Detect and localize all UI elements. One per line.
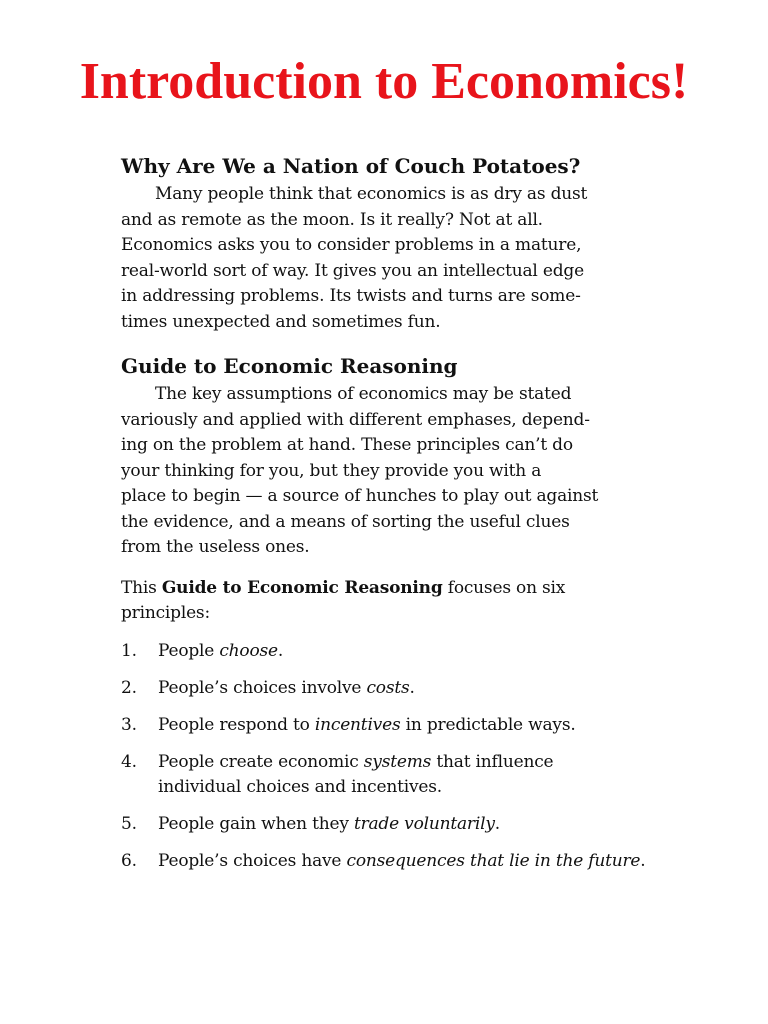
- intro-bold-text: Guide to Economic Reasoning: [161, 577, 443, 598]
- list-text: .: [277, 640, 284, 661]
- list-text: People create economic: [158, 751, 364, 772]
- list-number: 6.: [121, 851, 137, 871]
- list-text: People’s choices involve: [158, 677, 367, 698]
- list-text: in predictable ways.: [400, 714, 576, 735]
- paragraph-line: The key assumptions of economics may be stated: [155, 384, 572, 404]
- list-item: [121, 713, 651, 739]
- intro-text: This: [121, 577, 162, 598]
- paragraph-line: your thinking for you, but they provide you with a: [121, 460, 542, 481]
- list-number: 4.: [121, 751, 137, 772]
- list-italic-text: incentives: [314, 714, 401, 735]
- intro-text: principles:: [121, 603, 210, 623]
- paragraph-line: place to begin — a source of hunches to play out against: [121, 486, 599, 506]
- section-heading-couch-potatoes: Why Are We a Nation of Couch Potatoes?: [121, 154, 581, 178]
- list-item: [121, 676, 651, 702]
- list-text: that influence: [431, 751, 554, 772]
- list-italic-text: systems: [363, 751, 432, 772]
- principles-intro: [121, 576, 651, 627]
- page-title: Introduction to Economics!: [79, 53, 689, 110]
- list-number: 2.: [121, 677, 137, 698]
- list-text: individual choices and incentives.: [158, 777, 442, 797]
- list-italic-text: costs: [366, 677, 410, 698]
- list-italic-text: choose: [219, 640, 278, 661]
- list-item: [121, 750, 651, 801]
- paragraph-line: the evidence, and a means of sorting the useful clues: [121, 511, 570, 532]
- paragraph-line: in addressing problems. Its twists and turns are some-: [121, 286, 581, 306]
- list-text: .: [409, 677, 415, 698]
- list-text: .: [640, 851, 646, 871]
- list-number: 3.: [121, 714, 137, 735]
- paragraph-line: from the useless ones.: [121, 537, 310, 557]
- list-text: People gain when they: [158, 814, 354, 834]
- list-number: 1.: [121, 640, 137, 661]
- list-item: [121, 639, 651, 665]
- paragraph-line: variously and applied with different emphases, depend-: [121, 409, 590, 430]
- paragraph-line: real-world sort of way. It gives you an intellectual edge: [121, 260, 584, 281]
- list-text: People: [158, 640, 220, 661]
- principles-list: [121, 639, 651, 875]
- list-item: [121, 849, 651, 875]
- paragraph-line: times unexpected and sometimes fun.: [121, 311, 441, 332]
- paragraph-line: Economics asks you to consider problems in a mature,: [121, 235, 582, 255]
- intro-text: focuses on six: [442, 577, 566, 598]
- list-text: People’s choices have: [158, 851, 347, 871]
- section-heading-economic-reasoning: Guide to Economic Reasoning: [121, 354, 458, 378]
- list-italic-text: consequences that lie in the future: [346, 851, 641, 871]
- paragraph-economic-reasoning: [121, 382, 651, 561]
- paragraph-line: ing on the problem at hand. These principles can’t do: [121, 435, 573, 455]
- list-text: People respond to: [158, 714, 315, 735]
- document-body: [121, 152, 651, 886]
- list-item: [121, 812, 651, 838]
- list-number: 5.: [121, 814, 137, 834]
- paragraph-couch-potatoes: [121, 182, 651, 335]
- paragraph-line: and as remote as the moon. Is it really? Not at all.: [121, 209, 543, 230]
- list-italic-text: trade voluntarily: [353, 814, 495, 834]
- paragraph-line: Many people think that economics is as dry as dust: [155, 184, 588, 204]
- list-text: .: [494, 814, 500, 834]
